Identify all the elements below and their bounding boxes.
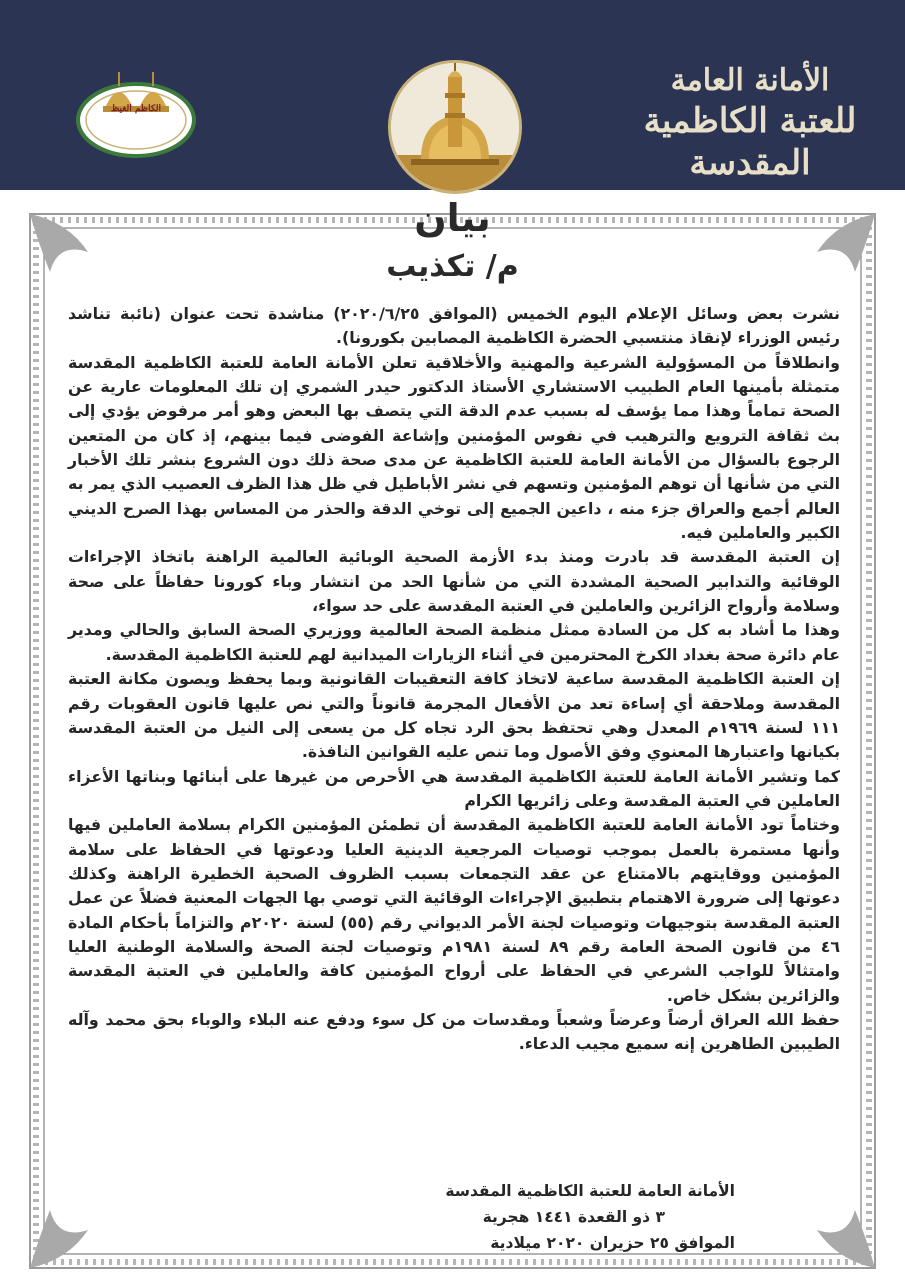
- shrine-emblem-icon: [388, 60, 522, 194]
- signature-block: [315, 1178, 735, 1256]
- header-band: [0, 0, 905, 190]
- document-title: بيان: [414, 196, 491, 240]
- paragraph: وختاماً تود الأمانة العامة للعتبة الكاظمية المقدسة أن تطمئن المؤمنين الكرام بسلامة العاملين فيها وأنها مستمرة بالعمل بموجب توصيات المرجعية الدينية العليا ودعوتها في الحفاظ على سلامة المؤمنين ووقايتهم بالامتناع عن عقد التجمعات بسبب الظروف الصحية الخطيرة الراهنة وكذلك دعوتها إلى ضرورة الاهتمام بتطبيق الإجراءات الوقائية التي توصي بها الجهات المعنية فضلاً عن عمل العتبة المقدسة بتوجيهات وتوصيات لجنة الأمر الديواني رقم (٥٥) لسنة ٢٠٢٠م والتزاماً بأحكام المادة ٤٦ من قانون الصحة العامة رقم ٨٩ لسنة ١٩٨١م وتوصيات لجنة الصحة والسلامة الوطنية العليا وامتثالاً للواجب الشرعي في الحفاظ على أرواح المؤمنين كافة والعاملين في العتبة المقدسة والزائرين بشكل خاص.: [68, 815, 840, 1005]
- paragraph: وهذا ما أشاد به كل من السادة ممثل منظمة الصحة العالمية ووزيري الصحة السابق والحالي ومدير عام دائرة صحة بغداد الكرخ المحترمين في أثناء الزيارات الميدانية لهم للعتبة الكاظمية المقدسة.: [68, 620, 840, 664]
- signature-gregorian-date: الموافق ٢٥ حزيران ٢٠٢٠ ميلادية: [490, 1234, 735, 1252]
- organization-title-line2: للعتبة الكاظمية المقدسة: [643, 100, 857, 183]
- logo-caption: الكاظم الغيظ: [110, 104, 162, 114]
- paragraph: حفظ الله العراق أرضاً وعرضاً وشعباً ومقدسات من كل سوء ودفع عنه البلاء والوباء بحق محمد وآله الطيبين الطاهرين إنه سميع مجيب الدعاء.: [68, 1009, 840, 1054]
- organization-title-line1: الأمانة العامة: [670, 63, 830, 98]
- paragraph: نشرت بعض وسائل الإعلام اليوم الخميس (الموافق ٢٠٢٠/٦/٢٥) مناشدة تحت عنوان (نائبة تناشد رئيس الوزراء لإنقاذ منتسبي الحضرة الكاظمية المصابين بكورونا).: [68, 304, 840, 348]
- paragraph: كما وتشير الأمانة العامة للعتبة الكاظمية المقدسة هي الأحرص من غيرها على أبنائها وبناتها الأعزاء العاملين في العتبة المقدسة وعلى زائريها الكرام: [68, 766, 840, 810]
- kadhim-logo-icon: [75, 68, 197, 160]
- paragraph: إن العتبة الكاظمية المقدسة ساعية لاتخاذ كافة التعقيبات القانونية وبما يحفظ ويصون مكانة العتبة المقدسة وملاحقة أي إساءة تعد من الأفعال المجرمة قانوناً والتي نص عليها قانون العقوبات رقم ١١١ لسنة ١٩٦٩م المعدل وهي تحتفظ بحق الرد تجاه كل من يسعى إلى النيل من العتبة المقدسة بكيانها واعتبارها المعنوي وفق الأصول وما تنص عليه القوانين النافذة.: [68, 669, 840, 762]
- paragraph: إن العتبة المقدسة قد بادرت ومنذ بدء الأزمة الصحية الوبائية العالمية الراهنة باتخاذ الإجراءات الوقائية والتدابير الصحية المشددة التي من شأنها الحد من انتشار وباء كورونا حفاظاً على صحة وسلامة وأرواح الزائرين والعاملين في العتبة المقدسة على حد سواء،: [68, 547, 840, 616]
- signature-issuer: الأمانة العامة للعتبة الكاظمية المقدسة: [445, 1182, 735, 1200]
- statement-body: [68, 302, 840, 1057]
- document-subtitle: م/ تكذيب: [386, 249, 519, 284]
- signature-hijri-date: ٣ ذو القعدة ١٤٤١ هجرية: [482, 1208, 665, 1226]
- paragraph: وانطلاقاً من المسؤولية الشرعية والمهنية والأخلاقية تعلن الأمانة العامة للعتبة الكاظمية المقدسة متمثلة بأمينها العام الطبيب الاستشاري الأستاذ الدكتور حيدر الشمري إن تلك المعلومات عارية عن الصحة تماماً وهذا مما يؤسف له بسبب عدم الدقة التي يتصف بها البعض وهو أمر مرفوض يؤدي إلى بث ثقافة الترويع والترهيب في نفوس المؤمنين وإشاعة الفوضى فيما بينهم، إذ كان من المتعين الرجوع بالسؤال من الأمانة العامة للعتبة الكاظمية عن مدى صحة ذلك دون الشروع بنشر تلك الأخبار التي من شأنها أن توهم المؤمنين وتسهم في نشر الأباطيل في ظل هذا الظرف العصيب الذي يمر به العالم أجمع والعراق جزء منه ، داعين الجميع إلى توخي الدقة والحذر من المساس بهذا الصرح الديني الكبير والعاملين فيه.: [68, 352, 840, 543]
- organization-title: [625, 62, 875, 185]
